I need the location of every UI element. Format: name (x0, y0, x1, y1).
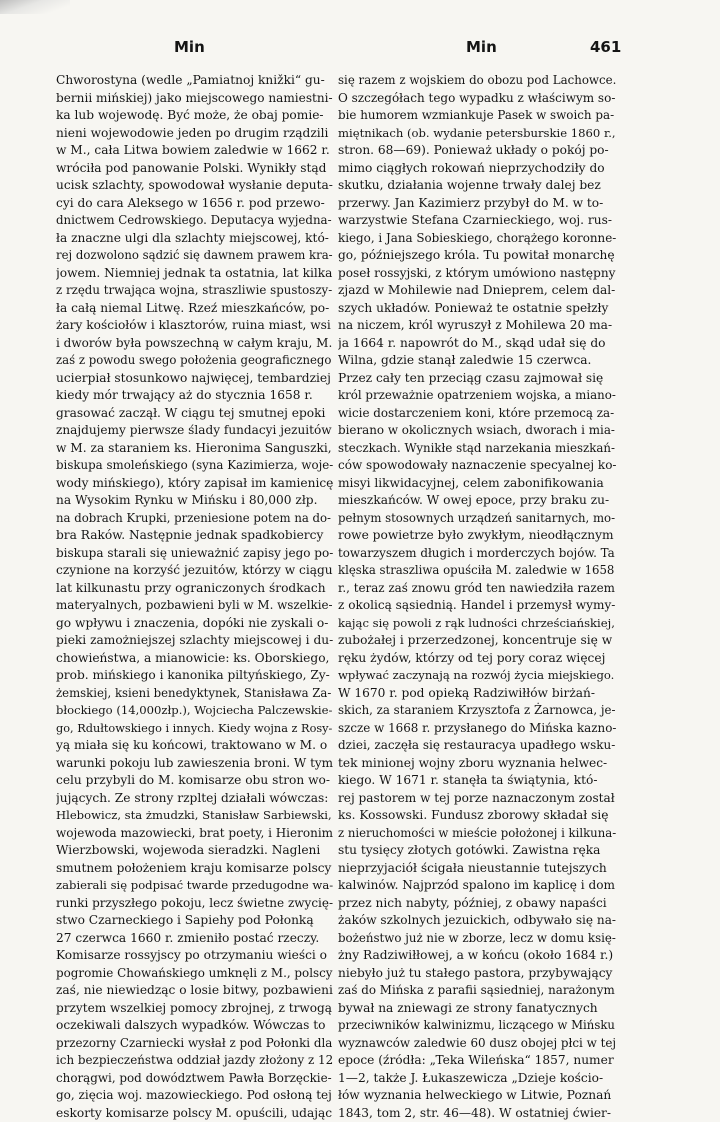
text-line: chowieństwa, a mianowicie: ks. Oborskiego, (56, 650, 333, 668)
text-line: jowem. Niemniej jednak ta ostatnia, lat kilka (56, 265, 333, 283)
text-line: szcze w 1668 r. przysłanego do Mińska kazno- (338, 720, 616, 738)
text-line: Wierzbowski, wojewoda sieradzki. Nagleni (56, 842, 333, 860)
text-line: W 1670 r. pod opieką Radziwiłłów birżań- (338, 685, 616, 703)
text-line: na niczem, król wyruszył z Mohilewa 20 ma- (338, 317, 616, 335)
text-line: ks. Kossowski. Fundusz zborowy składał się (338, 807, 616, 825)
running-head-left: Min (174, 38, 205, 56)
text-line: towarzyszem długich i morderczych bojów. Ta (338, 545, 616, 563)
running-head-center: Min (466, 38, 497, 56)
text-line: go wpływu i znaczenia, dopóki nie zyskali o- (56, 615, 333, 633)
text-line: z okolicą sąsiednią. Handel i przemysł wymy- (338, 597, 616, 615)
page-header (56, 38, 616, 60)
text-line: bra Raków. Następnie jednak spadkobiercy (56, 527, 333, 545)
text-line: pieki zamożniejszej szlachty miejscowej i du- (56, 632, 333, 650)
text-line: przezorny Czarniecki wysłał z pod Połonki dla (56, 1035, 333, 1053)
text-line: Chworostyna (wedle „Pamiatnoj knižki“ gu- (56, 72, 333, 90)
text-line: stron. 68—69). Ponieważ układy o pokój po- (338, 142, 616, 160)
text-line: misyi likwidacyjnej, celem zabonifikowania (338, 475, 616, 493)
text-line: nieni wojewodowie jeden po drugim rządzili (56, 125, 333, 143)
text-line: w M., cała Litwa bowiem zaledwie w 1662 r. (56, 142, 333, 160)
text-line: warunki pokoju lub zawieszenia broni. W tym (56, 755, 333, 773)
text-line: stwo Czarneckiego i Sapiehy pod Połonką (56, 912, 333, 930)
text-line: na dobrach Krupki, przeniesione potem na do- (56, 510, 333, 528)
text-line: materyalnych, pozbawieni byli w M. wszelkie- (56, 597, 333, 615)
text-line: prob. mińskiego i kanonika piltyńskiego, Zy- (56, 667, 333, 685)
text-line: żaków szkolnych jezuickich, odbywało się na- (338, 912, 616, 930)
text-line: zubożałej i przerzedzonej, koncentruje się w (338, 632, 616, 650)
text-line: król przeważnie opatrzeniem wojska, a miano- (338, 387, 616, 405)
text-line: grasować zaczął. W ciągu tej smutnej epoki (56, 405, 333, 423)
text-line: O szczegółach tego wypadku z właściwym so- (338, 90, 616, 108)
text-line: z rzędu trwająca wojna, straszliwie spustoszy- (56, 282, 333, 300)
text-line: rej pastorem w tej porze naznaczonym został (338, 790, 616, 808)
text-line: skich, za staraniem Krzysztofa z Żarnowca, je- (338, 702, 616, 720)
text-line: zabierali się podpisać twarde przedugodne wa- (56, 877, 333, 895)
text-line: szych układów. Ponieważ te ostatnie spełzły (338, 300, 616, 318)
text-line: wicie dostarczeniem koni, które przemocą za- (338, 405, 616, 423)
text-line: kiego, i Jana Sobieskiego, chorążego koronne- (338, 230, 616, 248)
text-line: oczekiwali dalszych wypadków. Wówczas to (56, 1017, 333, 1035)
text-line: przytem wszelkiej pomocy zbrojnej, z trwogą (56, 1000, 333, 1018)
text-line: znajdujemy pierwsze ślady fundacyi jezuitów (56, 422, 333, 440)
text-line: kalwinów. Najprzód spalono im kaplicę i dom (338, 877, 616, 895)
text-line: przerwy. Jan Kazimierz przybył do M. w to- (338, 195, 616, 213)
text-line: żary kościołów i klasztorów, ruina miast, wsi (56, 317, 333, 335)
text-line: steczkach. Wynikłe stąd narzekania mieszkań- (338, 440, 616, 458)
text-line: bernii mińskiej) jako miejscowego namiestni- (56, 90, 333, 108)
text-line: mieszkańców. W owej epoce, przy braku zu- (338, 492, 616, 510)
text-line: przez nich nabyty, później, z obawy napaści (338, 895, 616, 913)
scan-corner-shadow (0, 0, 70, 14)
text-line: biskupa starali się unieważnić zapisy jego po- (56, 545, 333, 563)
text-line: żny Radziwiłłowej, a w końcu (około 1684 r.) (338, 947, 616, 965)
text-line: rowe powietrze było zwykłym, nieodłącznym (338, 527, 616, 545)
text-line: stu tysięcy złotych gotówki. Zawistna ręka (338, 842, 616, 860)
text-line: go, zięcia woj. mazowieckiego. Pod osłoną tej (56, 1087, 333, 1105)
text-line: pełnym stosownych urządzeń sanitarnych, mo- (338, 510, 616, 528)
text-line: rej dozwolono sądzić się dawnem prawem kra- (56, 247, 333, 265)
text-line: wróciła pod panowanie Polski. Wynikły stąd (56, 160, 333, 178)
text-line: błockiego (14,000złp.), Wojciecha Palczewskie- (56, 702, 333, 720)
text-line: wyznawców zaledwie 60 dusz obojej płci w tej (338, 1035, 616, 1053)
text-line: Wilna, gdzie stanął zaledwie 15 czerwca. (338, 352, 616, 370)
text-line: klęska straszliwa opuściła M. zaledwie w 1658 (338, 562, 616, 580)
text-line: i dworów była powszechną w całym kraju, M. (56, 335, 333, 353)
text-line: biskupa smoleńskiego (syna Kazimierza, woje- (56, 457, 333, 475)
text-line: z nieruchomości w mieście położonej i kilkuna- (338, 825, 616, 843)
text-line: ręku żydów, którzy od tej pory coraz więcej (338, 650, 616, 668)
text-column-left (56, 72, 333, 1122)
text-line: skutku, działania wojenne trwały dalej bez (338, 177, 616, 195)
text-line: wody mińskiego), który zapisał im kamienicę (56, 475, 333, 493)
text-line: ła całą niemal Litwę. Rzeź mieszkańców, po- (56, 300, 333, 318)
text-line: kając się powoli z rąk ludności chrześciańskiej, (338, 615, 616, 633)
text-line: go, późniejszego króla. Tu powitał monarchę (338, 247, 616, 265)
text-line: Przez cały ten przeciąg czasu zajmował się (338, 370, 616, 388)
text-line: dziei, zaczęła się restauracya upadłego wsku- (338, 737, 616, 755)
text-line: nieprzyjaciół ścigała nieustannie tutejszych (338, 860, 616, 878)
text-line: czynione na korzyść jezuitów, którzy w ciągu (56, 562, 333, 580)
text-line: miętnikach (ob. wydanie petersburskie 1860 r., (338, 125, 616, 143)
text-line: ucisk szlachty, spowodował wysłanie deputa- (56, 177, 333, 195)
text-line: mimo ciągłych rokowań nieprzychodziły do (338, 160, 616, 178)
text-line: na Wysokim Rynku w Mińsku i 80,000 złp. (56, 492, 333, 510)
text-column-right (338, 72, 616, 1122)
text-line: zaś z powodu swego położenia geograficznego (56, 352, 333, 370)
text-line: chorągwi, pod dowództwem Pawła Borzęckie- (56, 1070, 333, 1088)
text-line: warzystwie Stefana Czarnieckiego, woj. rus- (338, 212, 616, 230)
text-line: jujących. Ze strony rzpltej działali wówczas: (56, 790, 333, 808)
text-line: w M. za staraniem ks. Hieronima Sanguszki, (56, 440, 333, 458)
text-line: kiego. W 1671 r. stanęła ta świątynia, któ- (338, 772, 616, 790)
text-line: 1—2, także J. Łukaszewicza „Dzieje kościo- (338, 1070, 616, 1088)
text-line: go, Rdułtowskiego i innych. Kiedy wojna z Rosy- (56, 720, 333, 738)
text-line: ców spowodowały naznaczenie specyalnej ko- (338, 457, 616, 475)
text-line: 1843, tom 2, str. 46—48). W ostatniej ćwier- (338, 1105, 616, 1122)
text-line: celu przybyli do M. komisarze obu stron wo- (56, 772, 333, 790)
text-line: lat kilkunastu przy ograniczonych środkach (56, 580, 333, 598)
text-line: dnictwem Cedrowskiego. Deputacya wyjedna- (56, 212, 333, 230)
text-line: runki przyszłego pokoju, lecz świetne zwycię- (56, 895, 333, 913)
text-line: Hlebowicz, sta żmudzki, Stanisław Sarbiewski, (56, 807, 333, 825)
text-line: ła znaczne ulgi dla szlachty miejscowej, któ- (56, 230, 333, 248)
text-line: Komisarze rossyjscy po otrzymaniu wieści o (56, 947, 333, 965)
text-line: bierano w okolicznych wsiach, dworach i mia- (338, 422, 616, 440)
text-line: bie humorem wzmiankuje Pasek w swoich pa- (338, 107, 616, 125)
text-line: niebyło już tu stałego pastora, przybywający (338, 965, 616, 983)
text-line: żemskiej, ksieni benedyktynek, Stanisława Za- (56, 685, 333, 703)
text-line: wpływać zaczynają na rozwój życia miejskiego. (338, 667, 616, 685)
text-line: ich bezpieczeństwa oddział jazdy złożony z 12 (56, 1052, 333, 1070)
text-line: poseł rossyjski, z którym umówiono następny (338, 265, 616, 283)
text-line: yą miała się ku końcowi, traktowano w M. o (56, 737, 333, 755)
text-line: łów wyznania helweckiego w Litwie, Poznań (338, 1087, 616, 1105)
text-line: zaś do Mińska z parafii sąsiedniej, narażonym (338, 982, 616, 1000)
text-line: wojewoda mazowiecki, brat poety, i Hieronim (56, 825, 333, 843)
text-line: kiedy mór trwający aż do stycznia 1658 r. (56, 387, 333, 405)
text-line: eskorty komisarze polscy M. opuścili, udając (56, 1105, 333, 1122)
text-line: ucierpiał stosunkowo najwięcej, tembardziej (56, 370, 333, 388)
text-line: bywał na zniewagi ze strony fanatycznych (338, 1000, 616, 1018)
page-number: 461 (590, 38, 621, 56)
text-line: ka lub wojewodę. Być może, że obaj pomie- (56, 107, 333, 125)
text-line: tek minionej wojny zboru wyznania helwec- (338, 755, 616, 773)
text-line: cyi do cara Aleksego w 1656 r. pod przewo- (56, 195, 333, 213)
text-line: 27 czerwca 1660 r. zmieniło postać rzeczy. (56, 930, 333, 948)
text-line: zaś, nie niewiedząc o losie bitwy, pozbawieni (56, 982, 333, 1000)
text-line: przeciwników kalwinizmu, liczącego w Mińsku (338, 1017, 616, 1035)
text-line: się razem z wojskiem do obozu pod Lachowce. (338, 72, 616, 90)
text-line: smutnem położeniem kraju komisarze polscy (56, 860, 333, 878)
text-line: bożeństwo już nie w zborze, lecz w domu księ- (338, 930, 616, 948)
text-line: zjazd w Mohilewie nad Dnieprem, celem dal- (338, 282, 616, 300)
text-line: epoce (źródła: „Teka Wileńska“ 1857, numer (338, 1052, 616, 1070)
text-line: pogromie Chowańskiego umknęli z M., polscy (56, 965, 333, 983)
text-line: ja 1664 r. napowrót do M., skąd udał się do (338, 335, 616, 353)
text-line: r., teraz zaś znowu gród ten nawiedziła razem (338, 580, 616, 598)
